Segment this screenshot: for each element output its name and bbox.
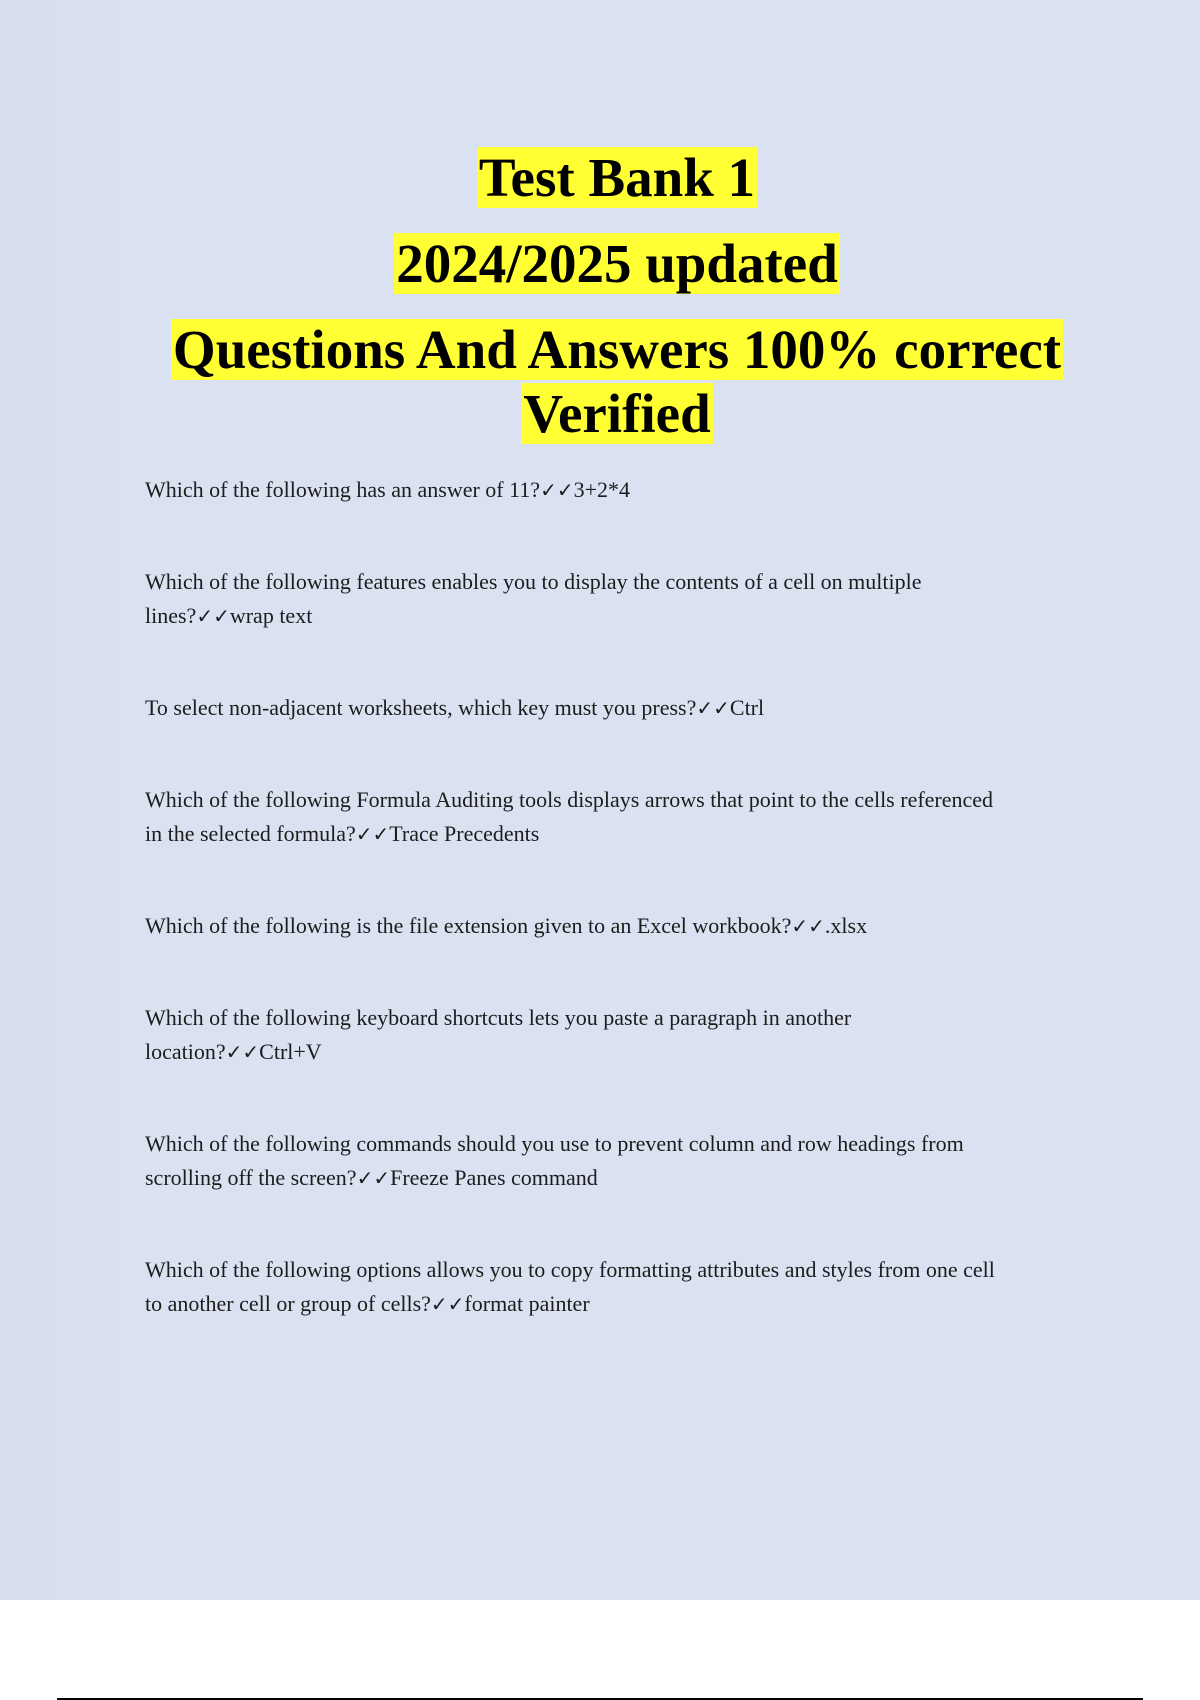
title-highlight: 2024/2025 updated (396, 233, 838, 294)
answer-text: Ctrl (729, 695, 765, 720)
qa-item (145, 1001, 1085, 1069)
qa-item (145, 783, 1085, 851)
check-marks-icon: ✓✓ (791, 914, 825, 938)
answer-text: Freeze Panes command (390, 1165, 598, 1190)
check-marks-icon: ✓✓ (696, 696, 730, 720)
question-text: To select non-adjacent worksheets, which key must you press? (145, 695, 697, 720)
title-highlight: Verified (523, 383, 711, 444)
title-line-4 (60, 382, 1174, 446)
question-text: lines? (145, 603, 197, 628)
title-highlight: Questions And Answers 100% correct (172, 319, 1062, 380)
check-marks-icon: ✓✓ (225, 1040, 260, 1064)
check-marks-icon: ✓✓ (430, 1292, 465, 1316)
question-text: Which of the following is the file extension given to an Excel workbook? (145, 913, 792, 938)
question-text: Which of the following has an answer of 11? (145, 477, 541, 502)
title-line-2 (60, 232, 1174, 296)
check-marks-icon: ✓✓ (540, 478, 574, 502)
title-line-1 (60, 146, 1174, 210)
qa-item (145, 909, 1085, 943)
answer-text: Ctrl+V (259, 1039, 322, 1064)
check-marks-icon: ✓✓ (196, 604, 230, 628)
question-text: Which of the following keyboard shortcuts lets you paste a paragraph in another (145, 1005, 852, 1030)
question-text: scrolling off the screen? (145, 1165, 357, 1190)
answer-text: 3+2*4 (573, 477, 631, 502)
question-text: to another cell or group of cells? (145, 1291, 431, 1316)
question-answer-list (145, 473, 1085, 1379)
question-text: Which of the following Formula Auditing tools displays arrows that point to the cells referenced (145, 787, 994, 812)
document-title (60, 146, 1174, 446)
check-marks-icon: ✓✓ (355, 822, 390, 846)
answer-text: format painter (464, 1291, 590, 1316)
question-text: in the selected formula? (145, 821, 356, 846)
title-highlight: Test Bank 1 (478, 147, 756, 208)
question-text: Which of the following features enables you to display the contents of a cell on multiple (145, 569, 922, 594)
answer-text: Trace Precedents (389, 821, 540, 846)
qa-item (145, 691, 1085, 725)
qa-item (145, 473, 1085, 507)
qa-item (145, 1127, 1085, 1195)
title-line-3 (60, 318, 1174, 382)
question-text: location? (145, 1039, 226, 1064)
qa-item (145, 1253, 1085, 1321)
answer-text: wrap text (229, 603, 313, 628)
question-text: Which of the following commands should you use to prevent column and row headings from (145, 1131, 964, 1156)
question-text: Which of the following options allows you to copy formatting attributes and styles from one cell (145, 1257, 995, 1282)
check-marks-icon: ✓✓ (356, 1166, 391, 1190)
qa-item (145, 565, 1085, 633)
answer-text: .xlsx (824, 913, 868, 938)
